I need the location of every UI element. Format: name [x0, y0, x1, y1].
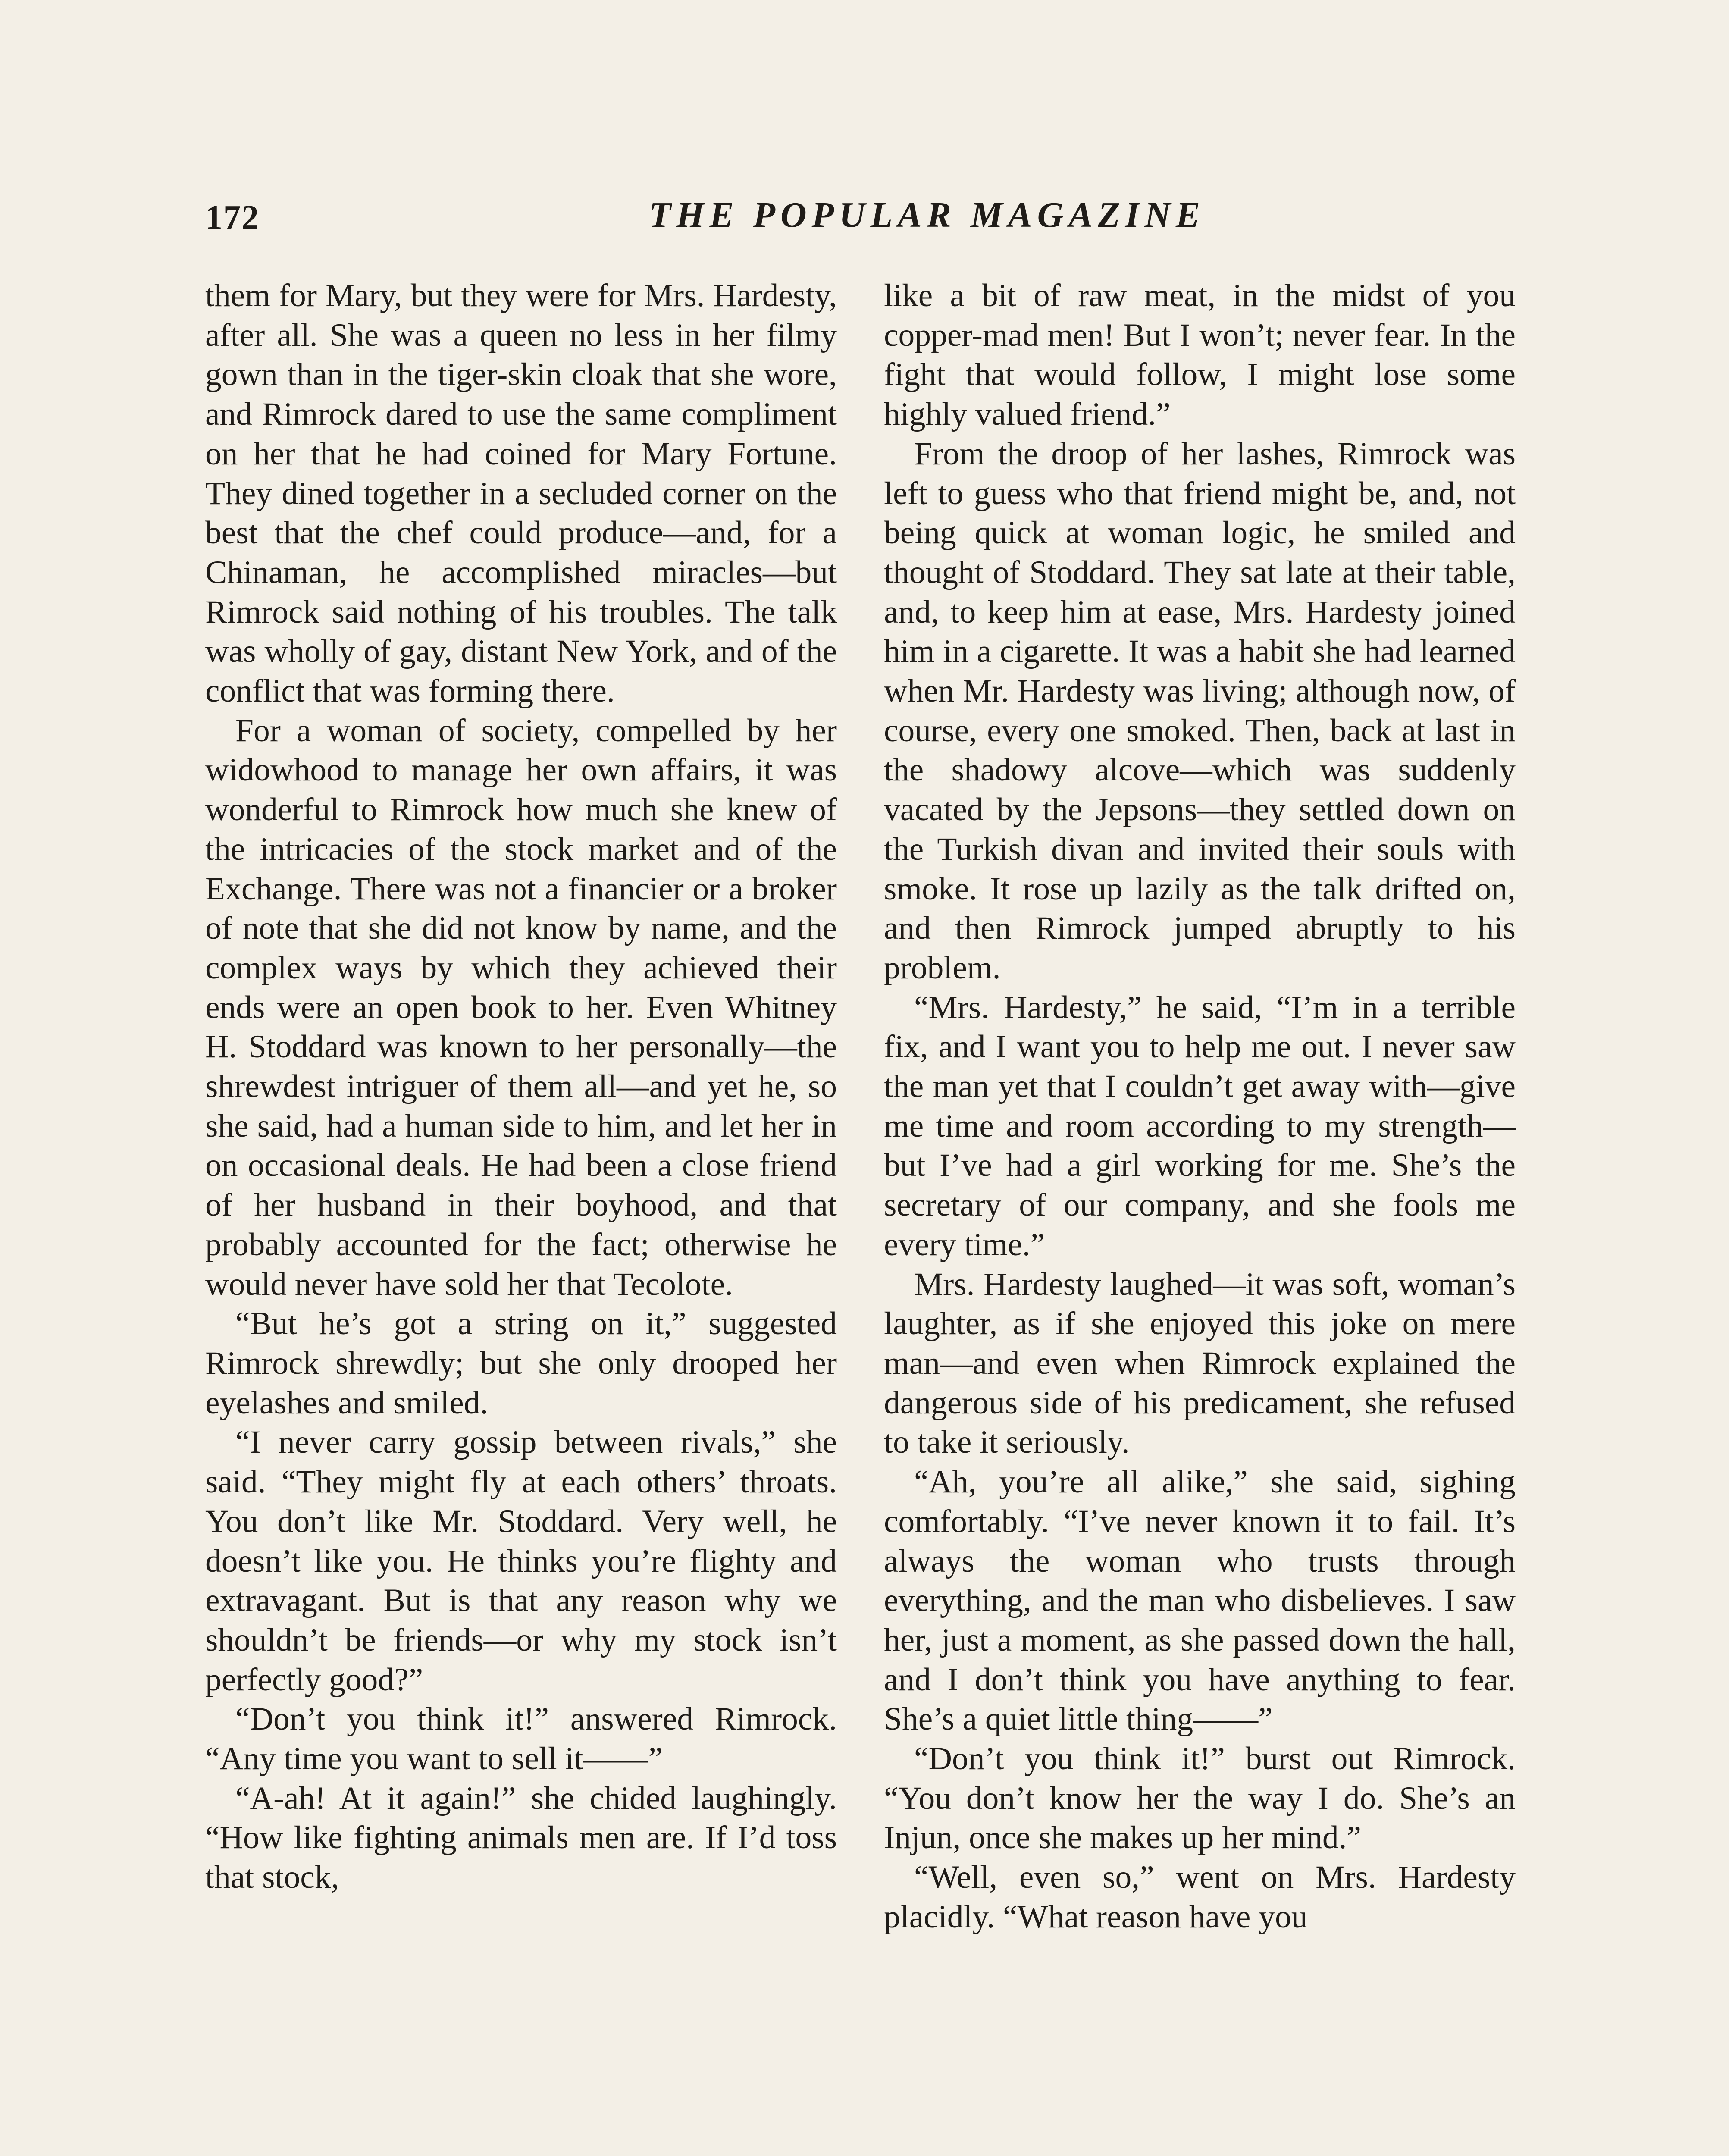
paragraph: Mrs. Hardesty laughed—it was soft, woman’s laughter, as if she enjoyed this joke on mere man—and even when Rimrock explained the dangerous side of his predicament, she refused to take it seriously. [884, 1266, 1516, 1460]
page-number: 172 [205, 199, 260, 237]
paragraph: “Mrs. Hardesty,” he said, “I’m in a terrible fix, and I want you to help me out. I never saw the man yet that I couldn’t get away with—give me time and room according to my strength—but I’ve had a girl working for me. She’s the secretary of our company, and she fools me every time.” [884, 989, 1516, 1263]
paragraph: “Don’t you think it!” answered Rimrock. “Any time you want to sell it——” [205, 1701, 837, 1777]
paragraph: “Ah, you’re all alike,” she said, sighing comfortably. “I’ve never known it to fail. It’s always the woman who trusts through everything, and the man who disbelieves. I saw her, just a moment, as she passed down the hall, and I don’t think you have anything to fear. She’s a quiet little thing——” [884, 1464, 1516, 1737]
right-column [884, 276, 1516, 1937]
paragraph: “But he’s got a string on it,” suggested Rimrock shrewdly; but she only drooped her eyelashes and smiled. [205, 1306, 837, 1421]
paragraph: like a bit of raw meat, in the midst of you copper-mad men! But I won’t; never fear. In the fight that would follow, I might lose some highly valued friend.” [884, 278, 1516, 432]
paragraph: “Well, even so,” went on Mrs. Hardesty placidly. “What reason have you [884, 1859, 1516, 1935]
paragraph: From the droop of her lashes, Rimrock was left to guess who that friend might be, and, not being quick at woman logic, he smiled and thought of Stoddard. They sat late at their table, and, to keep him at ease, Mrs. Hardesty joined him in a cigarette. It was a habit she had learned when Mr. Hardesty was living; although now, of course, every one smoked. Then, back at last in the shadowy alcove—which was suddenly vacated by the Jepsons—they settled down on the Turkish divan and invited their souls with smoke. It rose up lazily as the talk drifted on, and then Rimrock jumped abruptly to his problem. [884, 436, 1516, 986]
paragraph: “Don’t you think it!” burst out Rimrock. “You don’t know her the way I do. She’s an Injun, once she makes up her mind.” [884, 1741, 1516, 1856]
paragraph: them for Mary, but they were for Mrs. Hardesty, after all. She was a queen no less in her filmy gown than in the tiger-skin cloak that she wore, and Rimrock dared to use the same compliment on her that he had coined for Mary Fortune. They dined together in a secluded corner on the best that the chef could produce—and, for a Chinaman, he accomplished miracles—but Rimrock said nothing of his troubles. The talk was wholly of gay, distant New York, and of the conflict that was forming there. [205, 278, 837, 709]
running-head: THE POPULAR MAGAZINE [648, 195, 1206, 235]
paragraph: “I never carry gossip between rivals,” she said. “They might fly at each others’ throats. You don’t like Mr. Stoddard. Very well, he doesn’t like you. He thinks you’re flighty and extravagant. But is that any reason why we shouldn’t be friends—or why my stock isn’t perfectly good?” [205, 1424, 837, 1698]
paragraph: For a woman of society, compelled by her widowhood to manage her own affairs, it was wonderful to Rimrock how much she knew of the intricacies of the stock market and of the Exchange. There was not a financier or a broker of note that she did not know by name, and the complex ways by which they achieved their ends were an open book to her. Even Whitney H. Stoddard was known to her personally—the shrewdest intriguer of them all—and yet he, so she said, had a human side to him, and let her in on occasional deals. He had been a close friend of her husband in their boyhood, and that probably accounted for the fact; otherwise he would never have sold her that Tecolote. [205, 712, 837, 1302]
paragraph: “A-ah! At it again!” she chided laughingly. “How like fighting animals men are. If I’d toss that stock, [205, 1780, 837, 1896]
left-column [205, 276, 837, 1897]
